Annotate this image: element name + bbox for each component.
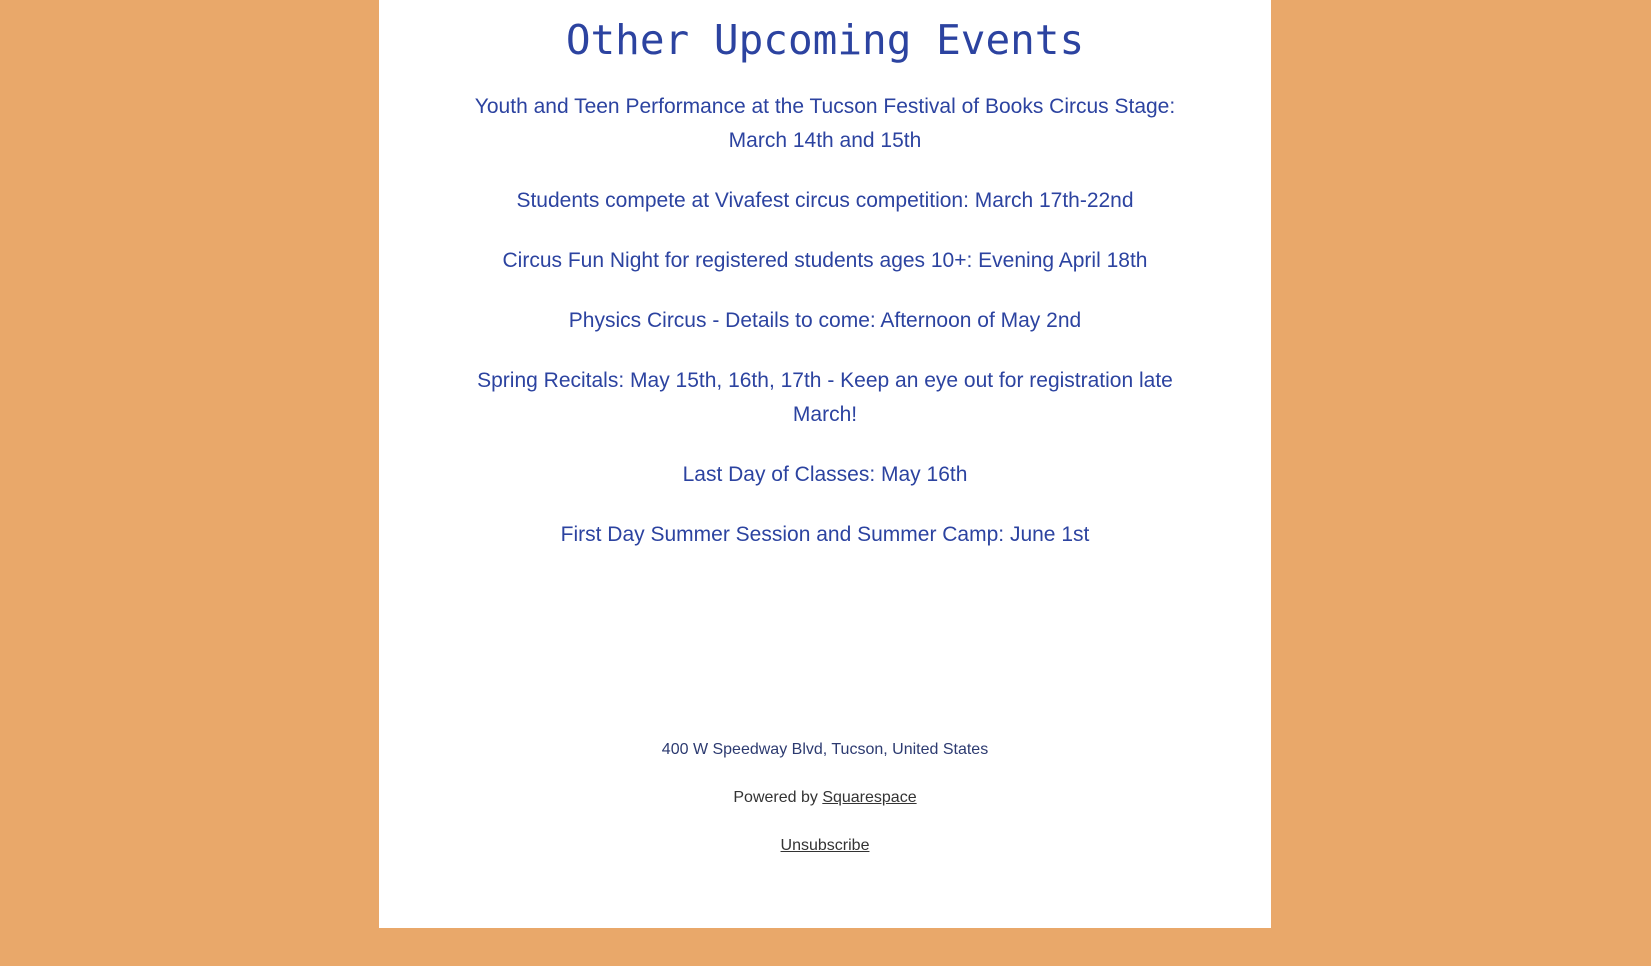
powered-by-prefix: Powered by xyxy=(733,789,823,806)
footer-address: 400 W Speedway Blvd, Tucson, United States xyxy=(661,741,989,758)
squarespace-link[interactable]: Squarespace xyxy=(822,789,917,806)
event-item: Students compete at Vivafest circus competition: March 17th-22nd xyxy=(516,189,1134,212)
event-item: Circus Fun Night for registered students ages 10+: Evening April 18th xyxy=(502,249,1148,272)
event-item: First Day Summer Session and Summer Camp: June 1st xyxy=(560,523,1090,546)
unsubscribe-link[interactable]: Unsubscribe xyxy=(780,837,870,854)
event-item: Youth and Teen Performance at the Tucson Festival of Books Circus Stage: March 14th and 15th xyxy=(474,95,1176,152)
event-item: Last Day of Classes: May 16th xyxy=(682,463,968,486)
section-title: Other Upcoming Events xyxy=(565,16,1085,64)
event-item: Physics Circus - Details to come: Afternoon of May 2nd xyxy=(568,309,1082,332)
event-item: Spring Recitals: May 15th, 16th, 17th - Keep an eye out for registration late March! xyxy=(477,369,1173,426)
event-list xyxy=(474,90,1176,578)
email-card xyxy=(379,0,1271,928)
unsubscribe-row xyxy=(379,832,1271,860)
email-footer xyxy=(379,736,1271,880)
powered-by xyxy=(379,784,1271,812)
